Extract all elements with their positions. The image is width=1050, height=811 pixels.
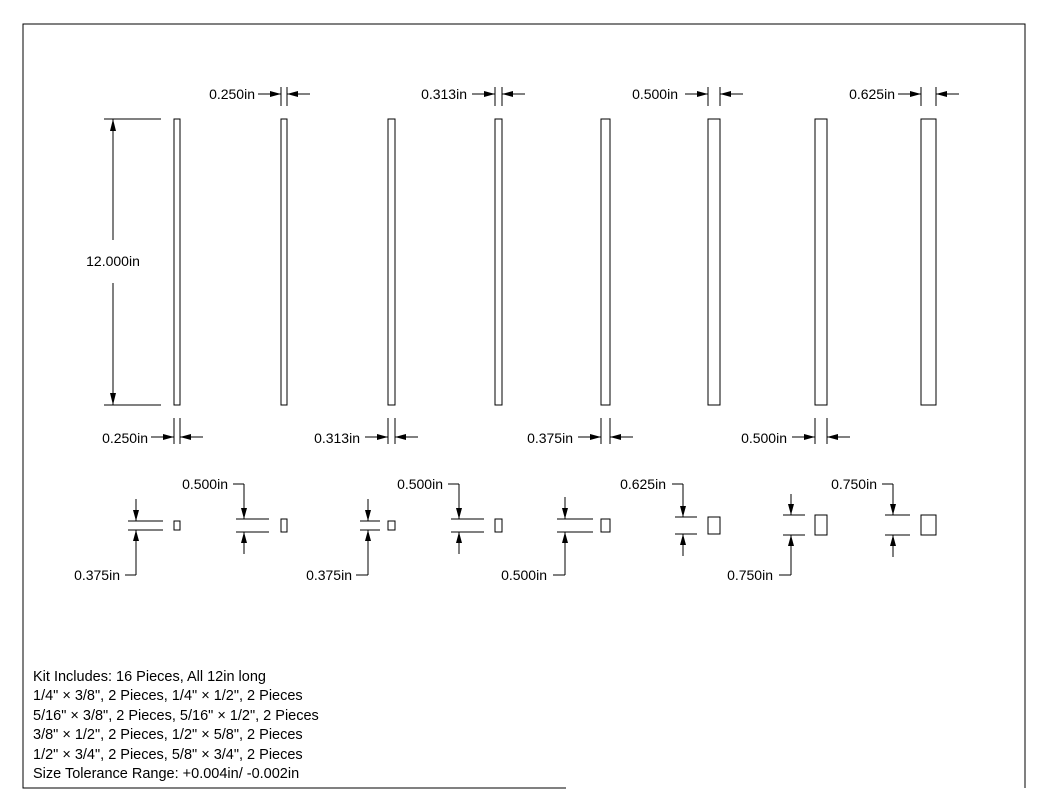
section-dim-5: [501, 497, 593, 583]
section-dim-2: [182, 476, 269, 554]
bar-8: [921, 119, 936, 405]
note-line-2: 1/4" × 3/8", 2 Pieces, 1/4" × 1/2", 2 Pieces: [33, 688, 303, 704]
section-dim-4: [397, 476, 484, 554]
section-dim-6: [620, 476, 697, 556]
kit-notes: [33, 669, 319, 782]
section-6: [708, 517, 720, 534]
top-width-dim-2: [421, 86, 525, 106]
section-lower-dimensions: [74, 494, 805, 583]
bar-group: [174, 119, 936, 405]
top-width-label-2: 0.313in: [421, 86, 467, 102]
note-line-5: 1/2" × 3/4", 2 Pieces, 5/8" × 3/4", 2 Pieces: [33, 747, 303, 763]
bar-7: [815, 119, 827, 405]
section-dim-3: [306, 499, 380, 583]
top-width-label-4: 0.625in: [849, 86, 895, 102]
note-line-3: 5/16" × 3/8", 2 Pieces, 5/16" × 1/2", 2 Pieces: [33, 708, 319, 724]
section-4: [495, 519, 502, 532]
top-width-dimensions: [209, 86, 959, 106]
bar-3: [388, 119, 395, 405]
section-5: [601, 519, 610, 532]
bottom-width-label-3: 0.375in: [527, 430, 573, 446]
section-lower-label-3: 0.500in: [501, 567, 547, 583]
section-8: [921, 515, 936, 535]
bottom-width-label-2: 0.313in: [314, 430, 360, 446]
bar-1: [174, 119, 180, 405]
bar-6: [708, 119, 720, 405]
bar-2: [281, 119, 287, 405]
section-upper-dimensions: [182, 476, 910, 557]
bottom-width-dim-1: [102, 418, 203, 446]
section-3: [388, 521, 395, 530]
bottom-width-dim-4: [741, 418, 850, 446]
section-upper-label-1: 0.500in: [182, 476, 228, 492]
top-width-dim-1: [209, 86, 310, 106]
bottom-width-dimensions: [102, 418, 850, 446]
section-dim-1: [74, 499, 163, 583]
top-width-label-3: 0.500in: [632, 86, 678, 102]
section-lower-label-1: 0.375in: [74, 567, 120, 583]
bottom-width-label-1: 0.250in: [102, 430, 148, 446]
top-width-dim-4: [849, 86, 959, 106]
section-dim-7: [727, 494, 805, 583]
bottom-width-dim-2: [314, 418, 418, 446]
note-line-4: 3/8" × 1/2", 2 Pieces, 1/2" × 5/8", 2 Pieces: [33, 727, 303, 743]
length-dimension: [86, 119, 161, 405]
top-width-label-1: 0.250in: [209, 86, 255, 102]
section-2: [281, 519, 287, 532]
bottom-width-label-4: 0.500in: [741, 430, 787, 446]
bar-4: [495, 119, 502, 405]
note-line-6: Size Tolerance Range: +0.004in/ -0.002in: [33, 766, 300, 782]
top-width-dim-3: [632, 86, 743, 106]
section-shapes: [174, 515, 936, 535]
section-7: [815, 515, 827, 535]
section-lower-label-4: 0.750in: [727, 567, 773, 583]
section-lower-label-2: 0.375in: [306, 567, 352, 583]
length-label: 12.000in: [86, 253, 140, 269]
bottom-width-dim-3: [527, 418, 633, 446]
section-upper-label-3: 0.625in: [620, 476, 666, 492]
note-line-1: Kit Includes: 16 Pieces, All 12in long: [33, 669, 266, 685]
section-dim-8: [831, 476, 910, 557]
section-upper-label-2: 0.500in: [397, 476, 443, 492]
section-upper-label-4: 0.750in: [831, 476, 877, 492]
bar-5: [601, 119, 610, 405]
section-1: [174, 521, 180, 530]
